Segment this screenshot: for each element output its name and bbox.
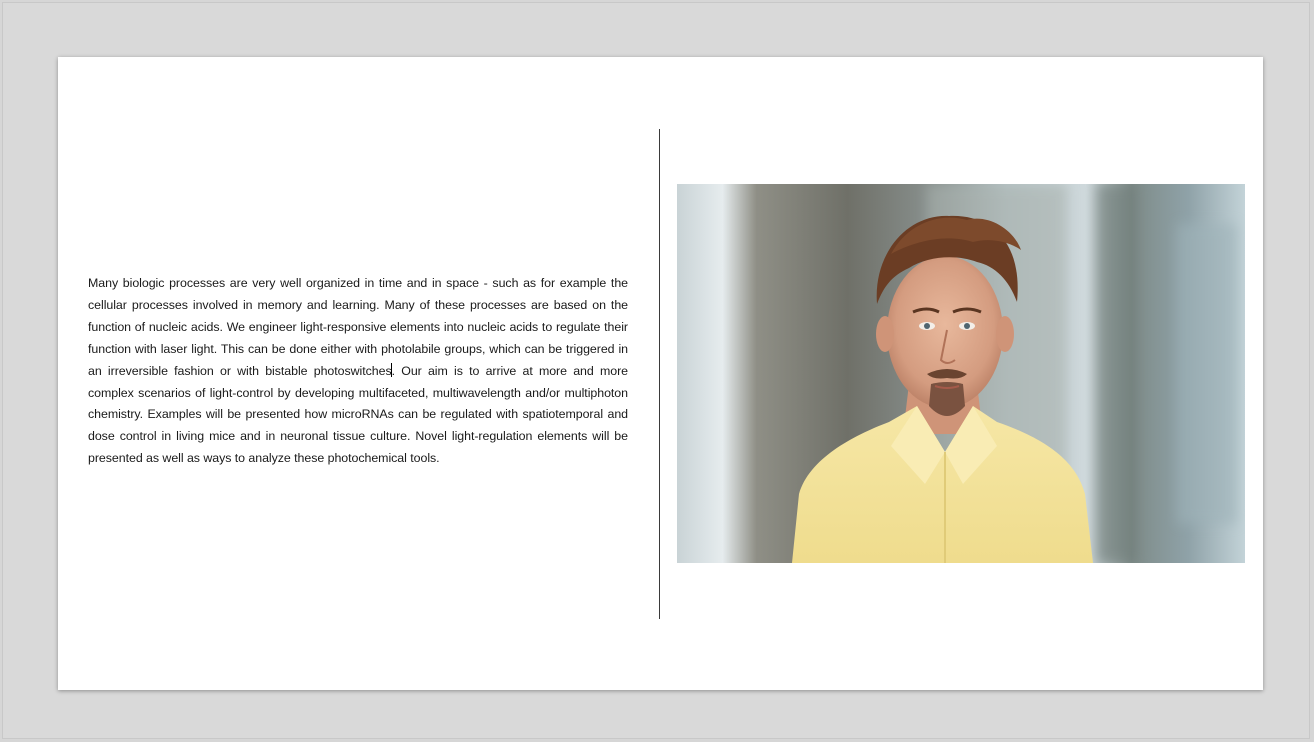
portrait-photo-graphic [677,184,1245,563]
column-divider-line [659,129,660,619]
document-workspace [2,2,1310,739]
paragraph-text-before-caret: Many biologic processes are very well organized in time and in space - such as for example the cellular processes involved in memory and learning. Many of these processes are based on the function of nucleic acids. We engineer light-responsive elements into nucleic acids to regulate their function with laser light. This can be done either with photolabile groups, which can be triggered in an irreversible fashion or with bistable photoswitches [88,276,628,378]
document-page[interactable] [58,57,1263,690]
paragraph-text-after-caret: . Our aim is to arrive at more and more complex scenarios of light-control by developing multifaceted, multiwavelength and/or multiphoton chemistry. Examples will be presented how microRNAs can be regulated with spatiotemporal and dose control in living mice and in neuronal tissue culture. Novel light-regulation elements will be presented as well as ways to analyze these photochemical tools. [88,363,628,466]
portrait-photo[interactable] [677,184,1245,563]
body-paragraph[interactable] [88,273,628,470]
text-column[interactable] [88,273,628,470]
